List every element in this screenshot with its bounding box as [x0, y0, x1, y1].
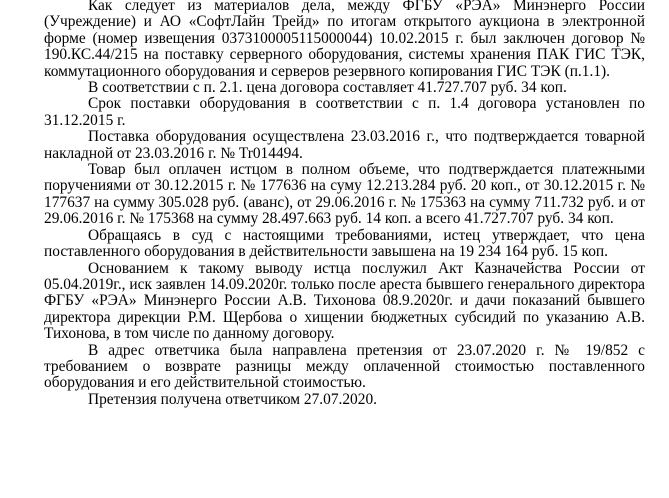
paragraph-payment: Товар был оплачен истцом в полном объеме, что подтверждается платежными поручениями от 30.12.2015 г. № 177636 на суму 12.213.284 руб. 20 коп., от 30.12.2015 г. № 177637 на сумму 305.028 руб. (аванс), от 29.06.2016 г. № 175363 на сумму 711.732 руб. и от 29.06.2016 г. № 175368 на сумму 28.497.663 руб. 14 коп. а всего 41.727.707 руб. 34 коп.	[44, 161, 645, 228]
paragraph-delivery-done: Поставка оборудования осуществлена 23.03.2016 г., что подтверждается товарной накладной от 23.03.2016 г. № Tr014494.	[44, 128, 645, 162]
paragraph-delivery-term: Срок поставки оборудования в соответствии с п. 1.4 договора установлен по 31.12.2015 г.	[44, 95, 645, 129]
paragraph-pretension-received: Претензия получена ответчиком 27.07.2020.	[88, 390, 377, 408]
document-body	[44, 0, 645, 408]
paragraph-contract: Как следует из материалов дела, между ФГБУ «РЭА» Минэнерго России (Учреждение) и АО «СофтЛайн Трейд» по итогам открытого аукциона в электронной форме (номер извещения 0373100005115000044) 10.02.2015 г. был заключен договор № 190.КС.44/215 на поставку серверного оборудования, системы хранения ПАК ГИС ТЭК, коммутационного оборудования и серверов резервного копирования ГИС ТЭК (п.1.1).	[44, 0, 645, 80]
paragraph-basis: Основанием к такому выводу истца послужил Акт Казначейства России от 05.04.2019г., иск заявлен 14.09.2020г. только после ареста бывшего генерального директора ФГБУ «РЭА» Минэнерго России А.В. Тихонова 08.9.2020г. и дачи показаний бывшего директора дирекции Р.М. Щербова о хищении бюджетных субсидий по указанию А.В. Тихонова, в том числе по данному договору.	[44, 259, 645, 343]
paragraph-price: В соответствии с п. 2.1. цена договора составляет 41.727.707 руб. 34 коп.	[88, 79, 567, 97]
paragraph-pretension: В адрес ответчика была направлена претензия от 23.07.2020 г. № 19/852 с требованием о возврате разницы между оплаченной стоимостью поставленного оборудования и его действительной стоимостью.	[44, 341, 645, 392]
paragraph-claim: Обращаясь в суд с настоящими требованиями, истец утверждает, что цена поставленного оборудования в действительности завышена на 19 234 164 руб. 15 коп.	[44, 226, 645, 261]
